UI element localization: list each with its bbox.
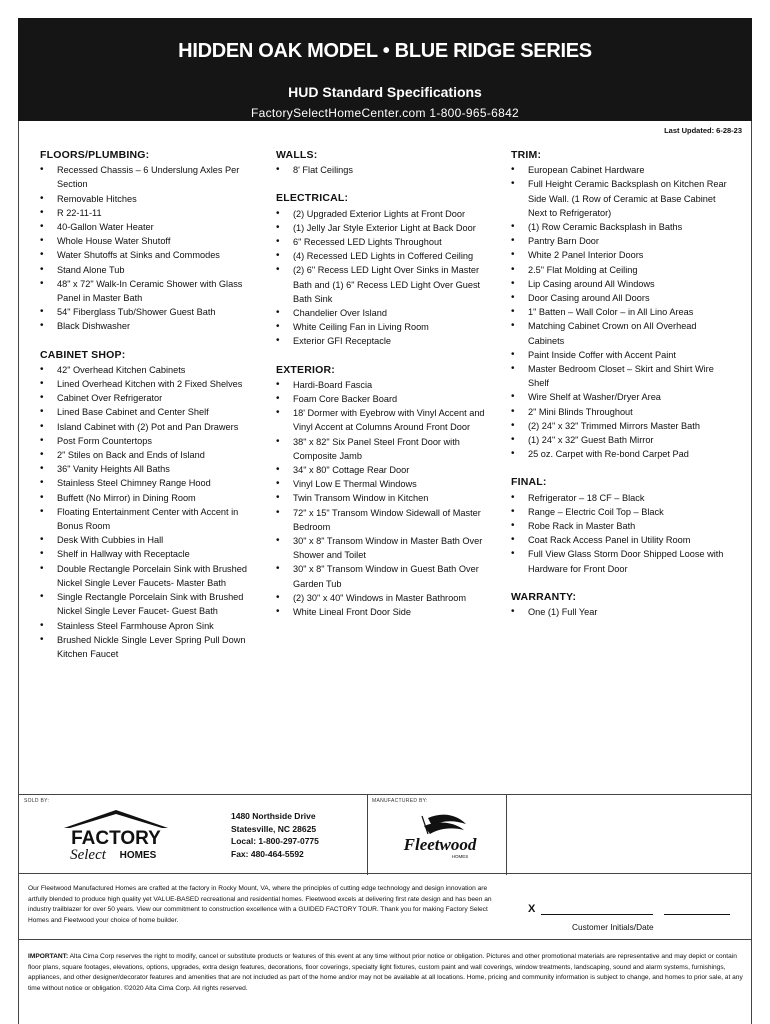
signature-x: X <box>528 903 536 915</box>
logo-text: HOMES <box>119 850 157 861</box>
spec-item: • R 22-11-11 <box>40 206 255 220</box>
spec-item: • Water Shutoffs at Sinks and Commodes <box>40 248 255 262</box>
logo-text: HOMES <box>451 854 469 859</box>
spec-item: • Twin Transom Window in Kitchen <box>276 491 491 505</box>
spec-item: • 38" x 82" Six Panel Steel Front Door with Composite Jamb <box>276 435 491 463</box>
signature-label: Customer Initials/Date <box>572 922 654 932</box>
section-title: EXTERIOR: <box>276 363 335 376</box>
spec-section <box>40 348 255 661</box>
spec-item: • (2) 30" x 40" Windows in Master Bathroom <box>276 591 491 605</box>
spec-item: • Removable Hitches <box>40 192 255 206</box>
spec-list <box>276 378 491 619</box>
spec-item: • Vinyl Low E Thermal Windows <box>276 477 491 491</box>
important-label: IMPORTANT: <box>28 953 69 960</box>
section-title: WARRANTY: <box>511 590 577 603</box>
spec-item: • Lined Base Cabinet and Center Shelf <box>40 405 255 419</box>
spec-list <box>511 605 733 619</box>
spec-list <box>40 363 255 661</box>
dealer-address <box>231 810 319 860</box>
spec-section <box>276 363 491 620</box>
spec-item: • 2" Stiles on Back and Ends of Island <box>40 448 255 462</box>
spec-section <box>40 148 255 334</box>
sold-by-label: SOLD BY: <box>24 798 50 804</box>
spec-item: • (1) Row Ceramic Backsplash in Baths <box>511 220 733 234</box>
spec-item: • (4) Recessed LED Lights in Coffered Ceiling <box>276 249 491 263</box>
spec-item: • Single Rectangle Porcelain Sink with Brushed Nickel Single Lever Faucet- Guest Bath <box>40 590 255 618</box>
logo-text: Select <box>70 847 106 862</box>
address-line: Statesville, NC 28625 <box>231 823 317 834</box>
spec-item: • Exterior GFI Receptacle <box>276 334 491 348</box>
page-title: HIDDEN OAK MODEL • BLUE RIDGE SERIES <box>178 40 592 62</box>
spec-item: • Stainless Steel Farmhouse Apron Sink <box>40 619 255 633</box>
spec-item: • Full Height Ceramic Backsplash on Kitchen Rear Side Wall. (1 Row of Ceramic at Base Cabinet Next to Refrigerator) <box>511 177 733 220</box>
spec-item: • 18' Dormer with Eyebrow with Vinyl Accent and Vinyl Accent at Columns Around Front Door <box>276 406 491 434</box>
spec-item: • 6" Recessed LED Lights Throughout <box>276 235 491 249</box>
spec-list <box>276 163 491 177</box>
address-line: Fax: 480-464-5592 <box>231 848 304 859</box>
spec-section <box>511 590 733 619</box>
spec-item: • Master Bedroom Closet – Skirt and Shirt Wire Shelf <box>511 362 733 390</box>
spec-item: • 40-Gallon Water Heater <box>40 220 255 234</box>
builder-description: Our Fleetwood Manufactured Homes are crafted at the factory in Rocky Mount, VA, where the principles of cutting edge technology and design innovation are artfully blended to produce high quality yet VALUE-BASED recreational and residential homes. Fleetwood excels at delivering first rate design and has been an industry trailblazer for over 50 years. View our commitment to construction excellence with a GUIDED FACTORY TOUR. Thank you for making Factory Select Homes and Fleetwood your choice of home builder. <box>28 885 492 924</box>
spec-section <box>511 475 733 575</box>
spec-item: • Stand Alone Tub <box>40 263 255 277</box>
initials-line[interactable] <box>541 914 653 915</box>
spec-item: • Island Cabinet with (2) Pot and Pan Drawers <box>40 420 255 434</box>
spec-item: • Coat Rack Access Panel in Utility Room <box>511 533 733 547</box>
spec-item: • Whole House Water Shutoff <box>40 234 255 248</box>
spec-item: • Range – Electric Coil Top – Black <box>511 505 733 519</box>
spec-column-2 <box>276 148 491 633</box>
spec-item: • Foam Core Backer Board <box>276 392 491 406</box>
section-title: WALLS: <box>276 149 318 161</box>
header-banner <box>18 18 752 121</box>
address-line: Local: 1-800-297-0775 <box>231 836 319 846</box>
spec-item: • Paint Inside Coffer with Accent Paint <box>511 348 733 362</box>
section-title: CABINET SHOP: <box>40 348 126 361</box>
spec-item: • (2) Upgraded Exterior Lights at Front Door <box>276 207 491 221</box>
spec-item: • Lip Casing around All Windows <box>511 277 733 291</box>
spec-item: • Wire Shelf at Washer/Dryer Area <box>511 390 733 404</box>
last-updated: Last Updated: 6-28-23 <box>664 126 742 135</box>
footer-divider <box>506 795 507 875</box>
spec-item: • Floating Entertainment Center with Accent in Bonus Room <box>40 505 255 533</box>
spec-section <box>276 148 491 177</box>
spec-column-3 <box>511 148 733 633</box>
manufactured-by-label: MANUFACTURED BY: <box>372 798 428 804</box>
section-title: ELECTRICAL: <box>276 192 349 205</box>
important-disclaimer <box>28 952 744 994</box>
spec-item: • Cabinet Over Refrigerator <box>40 391 255 405</box>
address-line: 1480 Northside Drive <box>231 811 316 821</box>
spec-item: • Chandelier Over Island <box>276 306 491 320</box>
spec-item: • Black Dishwasher <box>40 319 255 333</box>
spec-section <box>276 191 491 348</box>
spec-item: • (2) 6" Recess LED Light Over Sinks in Master Bath and (1) 6" Recess LED Light Over Guest Bath Sink <box>276 263 491 306</box>
factory-select-homes-logo <box>60 808 172 862</box>
fleetwood-homes-logo <box>398 812 482 860</box>
spec-item: • Lined Overhead Kitchen with 2 Fixed Shelves <box>40 377 255 391</box>
spec-column-1 <box>40 148 255 675</box>
spec-item: • 30" x 8" Transom Window in Guest Bath Over Garden Tub <box>276 562 491 590</box>
spec-item: • White 2 Panel Interior Doors <box>511 248 733 262</box>
footer-divider <box>367 795 368 875</box>
spec-item: • (1) Jelly Jar Style Exterior Light at Back Door <box>276 221 491 235</box>
spec-item: • White Ceiling Fan in Living Room <box>276 320 491 334</box>
spec-item: • Post Form Countertops <box>40 434 255 448</box>
spec-item: • 54" Fiberglass Tub/Shower Guest Bath <box>40 305 255 319</box>
spec-list <box>276 207 491 349</box>
spec-item: • Full View Glass Storm Door Shipped Loose with Hardware for Front Door <box>511 547 733 575</box>
page-subtitle: HUD Standard Specifications <box>288 84 482 100</box>
spec-item: • Double Rectangle Porcelain Sink with Brushed Nickel Single Lever Faucets- Master Bath <box>40 562 255 590</box>
spec-item: • Matching Cabinet Crown on All Overhead Cabinets <box>511 319 733 347</box>
spec-item: • 72" x 15" Transom Window Sidewall of Master Bedroom <box>276 506 491 534</box>
spec-item: • Desk With Cubbies in Hall <box>40 533 255 547</box>
spec-item: • 48" x 72" Walk-In Ceramic Shower with Glass Panel in Master Bath <box>40 277 255 305</box>
spec-item: • 42" Overhead Kitchen Cabinets <box>40 363 255 377</box>
spec-item: • Robe Rack in Master Bath <box>511 519 733 533</box>
spec-item: • 34" x 80" Cottage Rear Door <box>276 463 491 477</box>
logo-text: Fleetwood <box>403 835 477 854</box>
logo-text: FACTORY <box>71 828 161 849</box>
spec-item: • 30" x 8" Transom Window in Master Bath Over Shower and Toilet <box>276 534 491 562</box>
spec-item: • Shelf in Hallway with Receptacle <box>40 547 255 561</box>
spec-list <box>40 163 255 333</box>
contact-line: FactorySelectHomeCenter.com 1-800-965-6842 <box>250 106 520 120</box>
spec-item: • Buffett (No Mirror) in Dining Room <box>40 491 255 505</box>
section-title: FLOORS/PLUMBING: <box>40 149 150 161</box>
spec-item: • Brushed Nickle Single Lever Spring Pull Down Kitchen Faucet <box>40 633 255 661</box>
spec-item: • 8' Flat Ceilings <box>276 163 491 177</box>
spec-item: • One (1) Full Year <box>511 605 733 619</box>
spec-item: • Recessed Chassis – 6 Underslung Axles Per Section <box>40 163 255 191</box>
spec-item: • European Cabinet Hardware <box>511 163 733 177</box>
spec-item: • 25 oz. Carpet with Re-bond Carpet Pad <box>511 447 733 461</box>
section-title: FINAL: <box>511 476 547 489</box>
spec-item: • Pantry Barn Door <box>511 234 733 248</box>
spec-item: • Hardi-Board Fascia <box>276 378 491 392</box>
spec-item: • Refrigerator – 18 CF – Black <box>511 491 733 505</box>
spec-item: • 1" Batten – Wall Color – in All Lino Areas <box>511 305 733 319</box>
spec-item: • (1) 24" x 32" Guest Bath Mirror <box>511 433 733 447</box>
spec-list <box>511 491 733 576</box>
spec-item: • (2) 24" x 32" Trimmed Mirrors Master Bath <box>511 419 733 433</box>
spec-item: • Stainless Steel Chimney Range Hood <box>40 476 255 490</box>
spec-list <box>511 163 733 461</box>
spec-item: • 36" Vanity Heights All Baths <box>40 462 255 476</box>
spec-section <box>511 148 733 461</box>
spec-item: • Door Casing around All Doors <box>511 291 733 305</box>
spec-item: • 2.5" Flat Molding at Ceiling <box>511 263 733 277</box>
spec-item: • White Lineal Front Door Side <box>276 605 491 619</box>
spec-item: • 2" Mini Blinds Throughout <box>511 405 733 419</box>
important-text: Alta Cima Corp reserves the right to modify, cancel or substitute products or features of this event at any time without prior notice or obligation. Pictures and other promotional materials are representative and may depict or contain floor plans, square footages, elevations, options, upgrades, extra design features, decorations, floor coverings, specialty light fixtures, custom paint and wall coverings, window treatments, landscaping, sound and alarm systems, furnishings, appliances, and other designer/decorator features and amenities that are not included as part of the home and/or may not be available at all locations. Home, pricing and community information is subject to change, and homes to prior sale, at any time without notice or obligation. ©2020 Alta Cima Corp. All rights reserved. <box>28 953 743 992</box>
section-title: TRIM: <box>511 149 542 161</box>
date-line[interactable] <box>664 914 730 915</box>
